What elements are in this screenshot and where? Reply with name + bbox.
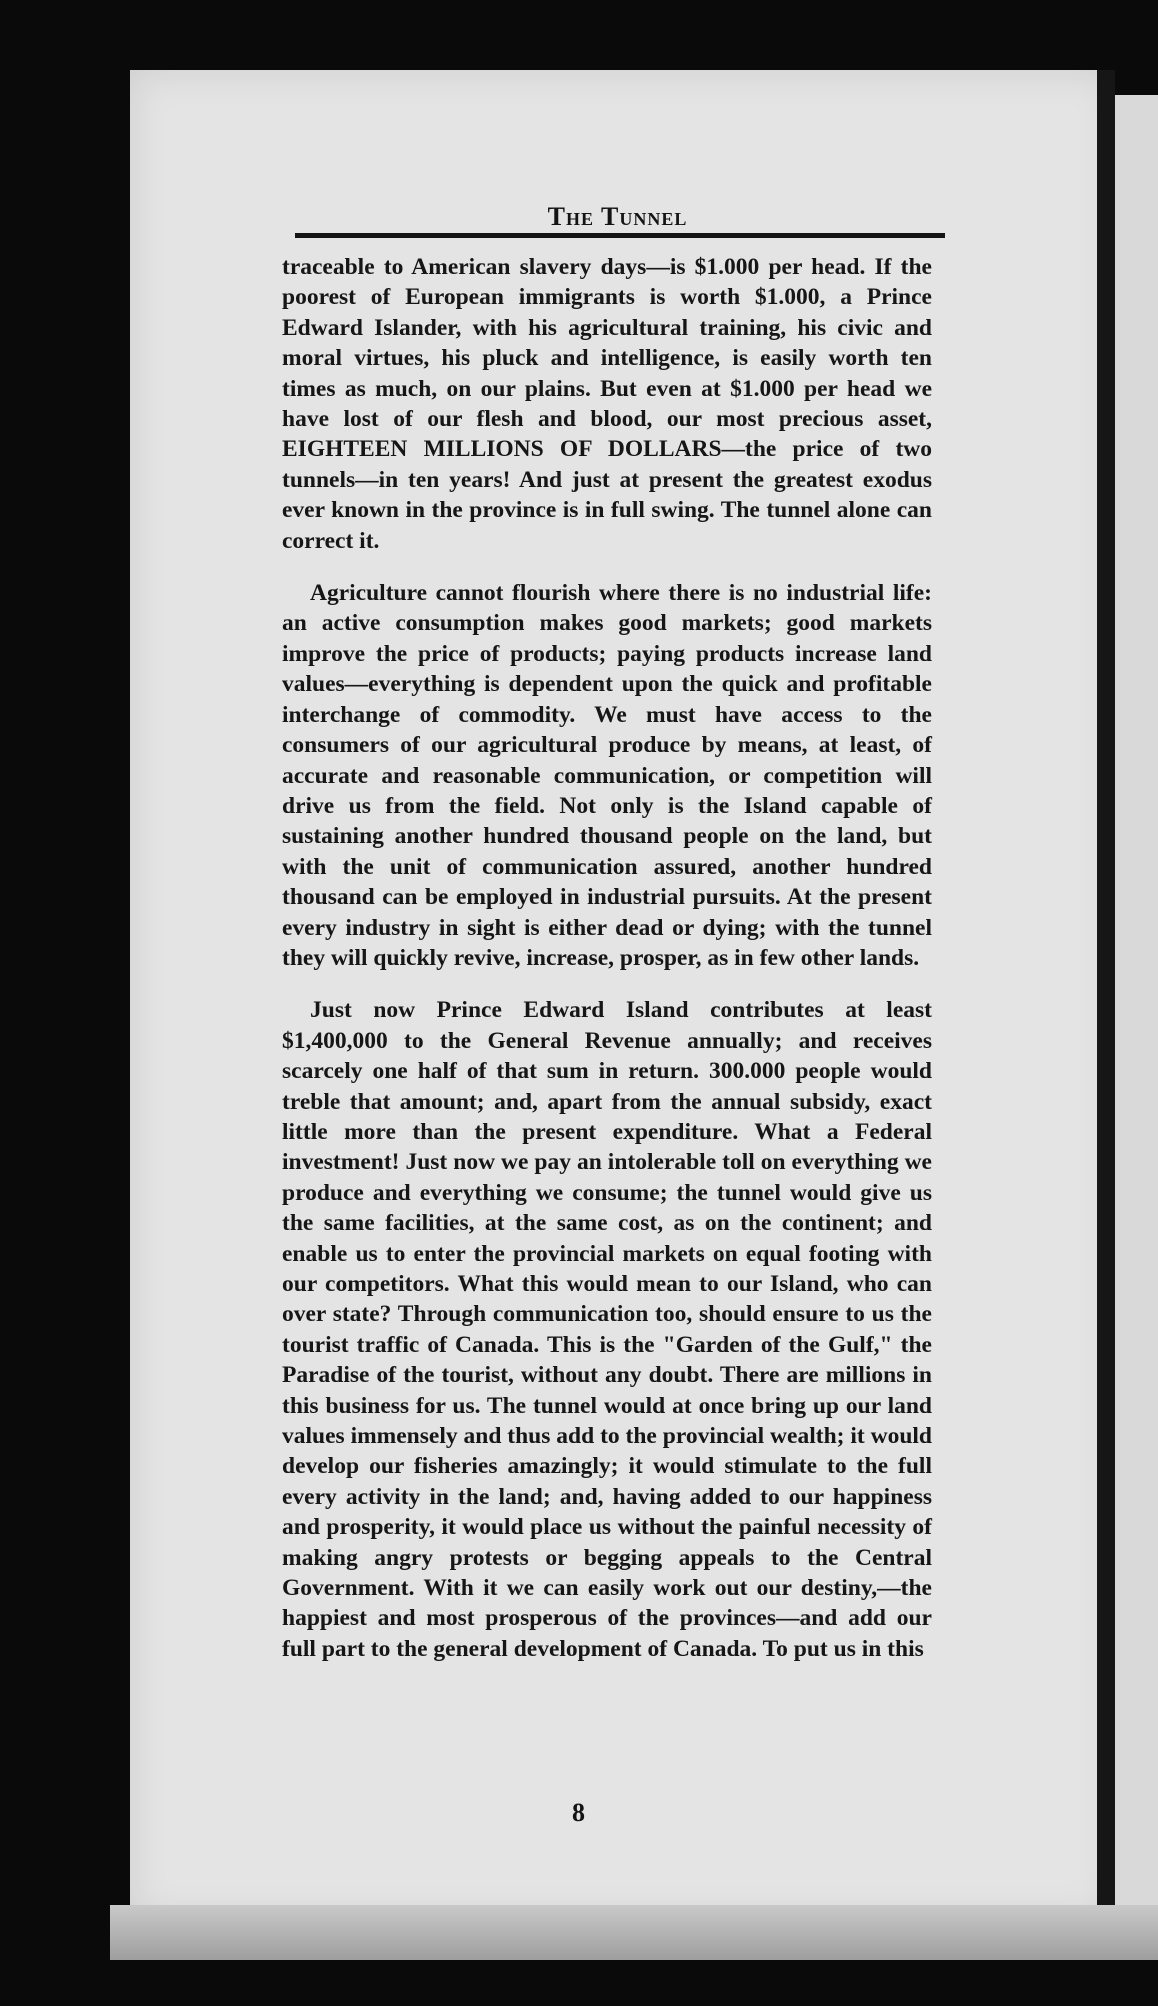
paragraph-3: Just now Prince Edward Island contributes at least $1,400,000 to the General Revenue annually; and receives scarcely one half of that sum in return. 300.000 people would treble that amount; and, apart from the annual subsidy, exact little more than the present expenditure. What a Federal investment! Just now we pay an intolerable toll on everything we produce and everything we consume; the tunnel would give us the same facilities, at the same cost, as on the continent; and enable us to enter the provincial markets on equal footing with our competitors. What this would mean to our Island, who can over state? Through communication too, should ensure to us the tourist traffic of Canada. This is the "Garden of the Gulf," the Paradise of the tourist, without any doubt. There are millions in this business for us. The tunnel would at once bring up our land values immensely and thus add to the provincial wealth; it would develop our fisheries amazingly; it would stimulate to the full every activity in the land; and, having added to our happiness and prosperity, it would place us without the painful necessity of making angry protests or begging appeals to the Central Government. With it we can easily work out our destiny,—the happiest and most prosperous of the provinces—and add our full part to the general development of Canada. To put us in this [282,997,932,1662]
header-rule [295,233,945,238]
page-edge-shadow [1097,70,1115,1950]
adjacent-page-strip [1115,95,1158,1950]
paragraph-1: traceable to American slavery days—is $1.000 per head. If the poorest of European immigrants is worth $1.000, a Prince Edward Islander, with his agricultural training, his civic and moral virtues, his pluck and intelligence, is easily worth ten times as much, on our plains. But even at $1.000 per head we have lost of our flesh and blood, our most precious asset, EIGHTEEN MILLIONS OF DOLLARS—the price of two tunnels—in ten years! And just at present the greatest exodus ever known in the province is in full swing. The tunnel alone can correct it. [282,254,932,554]
body-text [282,252,932,1686]
running-head: The Tunnel [547,202,688,231]
page-bottom-fold [110,1905,1158,1960]
paragraph-2: Agriculture cannot flourish where there is no industrial life: an active consumption makes good markets; good markets improve the price of products; paying products increase land values—everything is dependent upon the quick and profitable interchange of commodity. We must have access to the consumers of our agricultural produce by means, at least, of accurate and reasonable communication, or competition will drive us from the field. Not only is the Island capable of sustaining another hundred thousand people on the land, but with the unit of communication assured, another hundred thousand can be employed in industrial pursuits. At the present every industry in sight is either dead or dying; with the tunnel they will quickly revive, increase, prosper, as in few other lands. [282,580,932,971]
page-number: 8 [572,1798,585,1827]
